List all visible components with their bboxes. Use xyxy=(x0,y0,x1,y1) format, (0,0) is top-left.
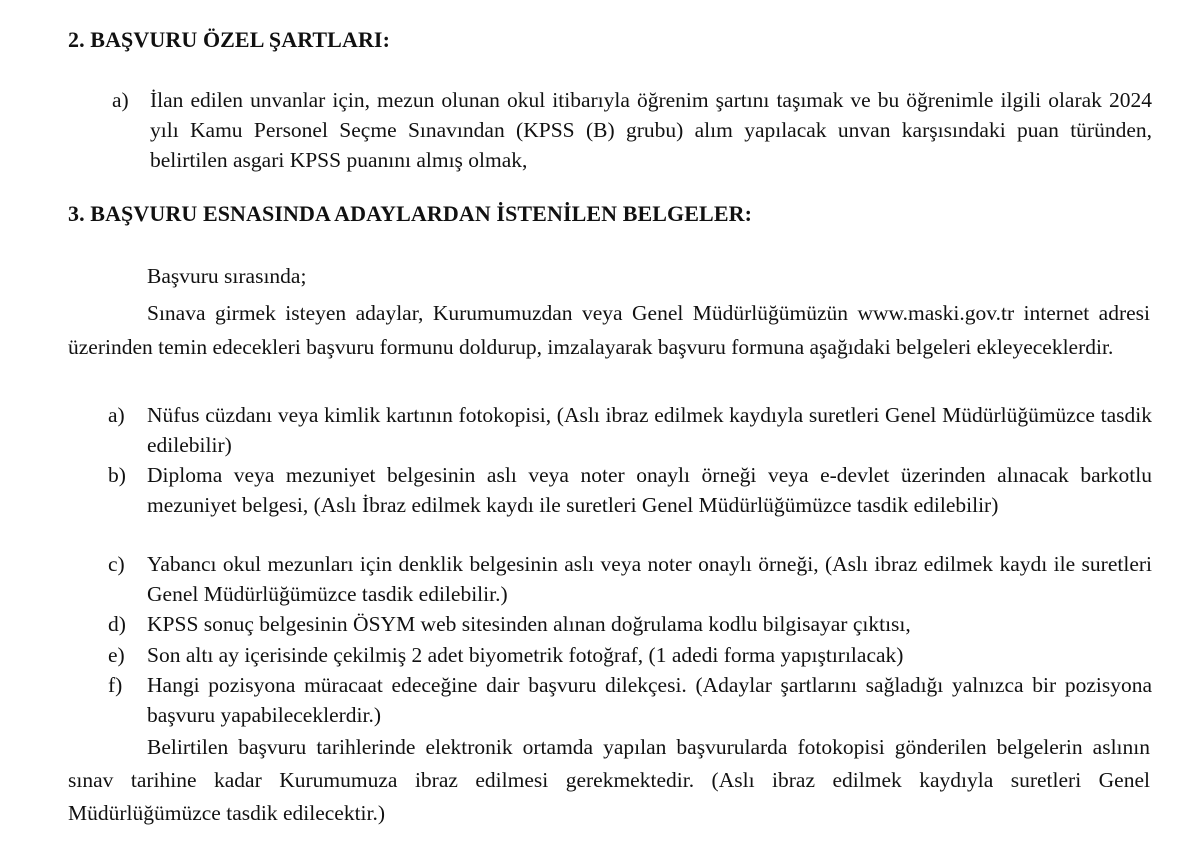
list-item-text: Diploma veya mezuniyet belgesinin aslı veya noter onaylı örneği veya e-devlet üzerinden alınacak barkotlu mezuniyet belgesi, (Aslı İbraz edilmek kaydı ile suretleri Genel Müdürlüğümüzce tasdik edilebilir) xyxy=(147,463,1152,517)
section-2-heading: 2. BAŞVURU ÖZEL ŞARTLARI: xyxy=(68,27,391,52)
list-marker: f) xyxy=(108,673,123,697)
list-item-text: Hangi pozisyona müracaat edeceğine dair başvuru dilekçesi. (Adaylar şartlarını sağladığı yalnızca bir pozisyona başvuru yapabileceklerdir.) xyxy=(147,673,1152,727)
list-marker: b) xyxy=(108,463,126,487)
document-item-c xyxy=(108,549,1152,609)
list-item-text: KPSS sonuç belgesinin ÖSYM web sitesinden alınan doğrulama kodlu bilgisayar çıktısı, xyxy=(147,612,911,636)
list-item-text: Yabancı okul mezunları için denklik belgesinin aslı veya noter onaylı örneği, (Aslı ibraz edilmek kaydı ile suretleri Genel Müdürlüğümüzce tasdik edilebilir.) xyxy=(147,552,1152,606)
list-marker: a) xyxy=(112,88,129,112)
list-item-text: İlan edilen unvanlar için, mezun olunan okul itibarıyla öğrenim şartını taşımak ve bu öğrenimle ilgili olarak 2024 yılı Kamu Personel Seçme Sınavından (KPSS (B) grubu) alım yapılacak unvan karşısındaki puan türünden, belirtilen asgari KPSS puanını almış olmak, xyxy=(150,88,1152,172)
section-3-paragraph-1: Sınava girmek isteyen adaylar, Kurumumuzdan veya Genel Müdürlüğümüzün www.maski.gov.tr internet adresi üzerinden temin edecekleri başvuru formunu doldurup, imzalayarak başvuru formuna aşağıdaki belgeleri ekleyeceklerdir. xyxy=(68,301,1150,359)
document-item-d xyxy=(108,609,1152,639)
list-item-text: Nüfus cüzdanı veya kimlik kartının fotokopisi, (Aslı ibraz edilmek kaydıyla suretleri Genel Müdürlüğümüzce tasdik edilebilir) xyxy=(147,403,1152,457)
list-marker: a) xyxy=(108,403,125,427)
list-marker: c) xyxy=(108,552,125,576)
document-item-a xyxy=(108,400,1152,460)
section-3-heading: 3. BAŞVURU ESNASINDA ADAYLARDAN İSTENİLEN BELGELER: xyxy=(68,201,753,226)
list-marker: e) xyxy=(108,643,125,667)
list-marker: d) xyxy=(108,612,126,636)
document-item-e xyxy=(108,640,1152,670)
section-2-item-a xyxy=(112,85,1152,175)
section-3-paragraph-2: Belirtilen başvuru tarihlerinde elektronik ortamda yapılan başvurularda fotokopisi gönderilen belgelerin aslının sınav tarihine kadar Kurumumuza ibraz edilmesi gerekmektedir. (Aslı ibraz edilmek kaydıyla suretleri Genel Müdürlüğümüzce tasdik edilecektir.) xyxy=(68,735,1150,825)
document-item-b xyxy=(108,460,1152,520)
list-item-text: Son altı ay içerisinde çekilmiş 2 adet biyometrik fotoğraf, (1 adedi forma yapıştırılacak) xyxy=(147,643,904,667)
section-3-intro: Başvuru sırasında; xyxy=(147,264,307,288)
document-item-f xyxy=(108,670,1152,730)
